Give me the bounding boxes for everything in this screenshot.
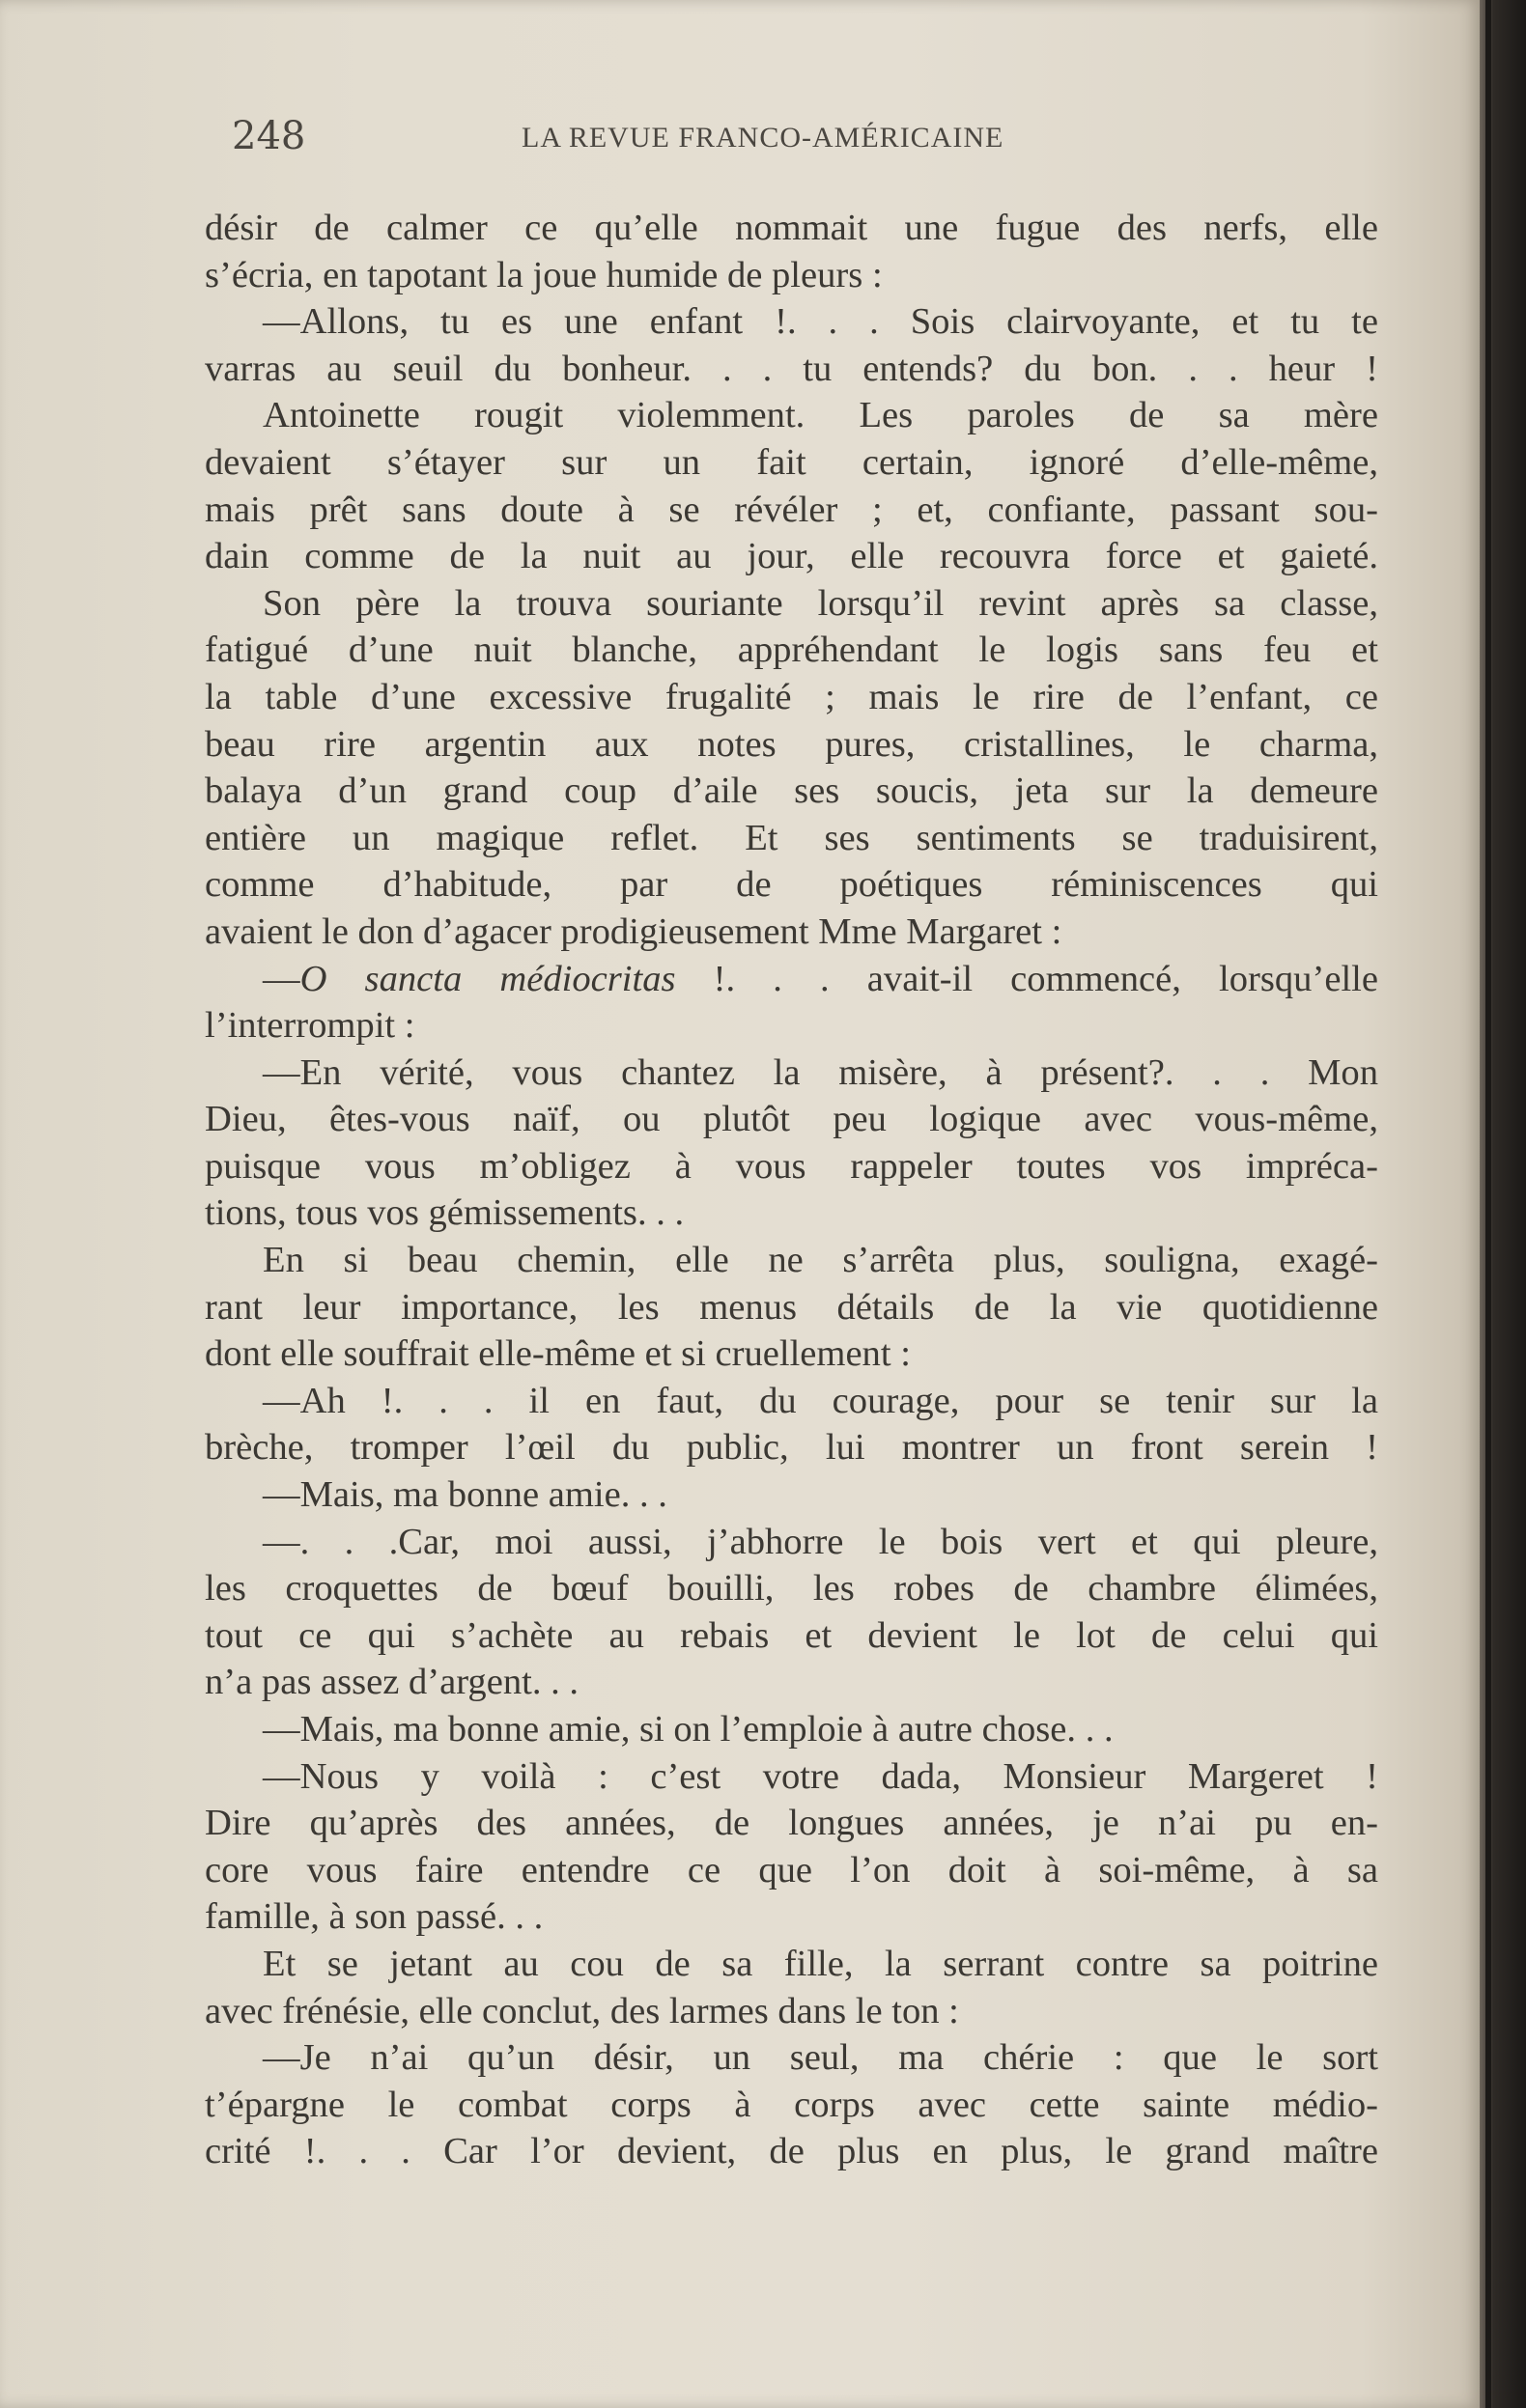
- text-line: —En vérité, vous chantez la misère, à présent?. . . Mon: [263, 1051, 1378, 1093]
- text-line: beau rire argentin aux notes pures, cristallines, le charma,: [205, 723, 1378, 765]
- text-line: puisque vous m’obligez à vous rappeler toutes vos impréca-: [205, 1145, 1378, 1187]
- text-line: dain comme de la nuit au jour, elle recouvra force et gaieté.: [205, 536, 1378, 577]
- text-line: s’écria, en tapotant la joue humide de pleurs :: [205, 254, 883, 295]
- body-text: [205, 205, 1378, 2175]
- text-line: varras au seuil du bonheur. . . tu entends? du bon. . . heur !: [205, 348, 1378, 389]
- text-line: —Allons, tu es une enfant !. . . Sois clairvoyante, et tu te: [263, 301, 1378, 343]
- text-line: entière un magique reflet. Et ses sentiments se traduisirent,: [205, 817, 1378, 858]
- latin-phrase: O sancta médiocritas: [299, 958, 676, 999]
- text-line: fatigué d’une nuit blanche, appréhendant le logis sans feu et: [205, 630, 1378, 671]
- text-line: Dire qu’après des années, de longues années, je n’ai pu en-: [205, 1803, 1378, 1844]
- text-line: brèche, tromper l’œil du public, lui montrer un front serein !: [205, 1427, 1378, 1469]
- text-line: tions, tous vos gémissements. . .: [205, 1192, 685, 1234]
- text-line: crité !. . . Car l’or devient, de plus en plus, le grand maître: [205, 2131, 1378, 2172]
- page-header: [232, 114, 1101, 172]
- page-number: 248: [232, 114, 306, 158]
- text-line: balaya d’un grand coup d’aile ses soucis, jeta sur la demeure: [205, 770, 1378, 812]
- text-line: dont elle souffrait elle-même et si cruellement :: [205, 1333, 911, 1375]
- text-line: comme d’habitude, par de poétiques réminiscences qui: [205, 864, 1378, 906]
- text-line: —O sancta médiocritas !. . . avait-il commencé, lorsqu’elle: [263, 958, 1378, 999]
- text-line: tout ce qui s’achète au rebais et devient le lot de celui qui: [205, 1614, 1378, 1656]
- text-line: avec frénésie, elle conclut, des larmes dans le ton :: [205, 1990, 959, 2031]
- text-line: mais prêt sans doute à se révéler ; et, confiante, passant sou-: [205, 489, 1378, 530]
- text-line: la table d’une excessive frugalité ; mais le rire de l’enfant, ce: [205, 676, 1378, 717]
- text-line: famille, à son passé. . .: [205, 1896, 544, 1938]
- text-line: t’épargne le combat corps à corps avec cette sainte médio-: [205, 2084, 1378, 2125]
- text-line: désir de calmer ce qu’elle nommait une fugue des nerfs, elle: [205, 208, 1378, 248]
- text-line: rant leur importance, les menus détails de la vie quotidienne: [205, 1286, 1378, 1328]
- text-line: core vous faire entendre ce que l’on doit à soi-même, à sa: [205, 1849, 1378, 1890]
- text-line: Dieu, êtes-vous naïf, ou plutôt peu logique avec vous-même,: [205, 1099, 1378, 1140]
- text-line: n’a pas assez d’argent. . .: [205, 1662, 579, 1703]
- text-line: —Nous y voilà : c’est votre dada, Monsieur Margeret !: [263, 1755, 1378, 1797]
- text-line: Son père la trouva souriante lorsqu’il revint après sa classe,: [263, 582, 1378, 624]
- text-line: Et se jetant au cou de sa fille, la serrant contre sa poitrine: [263, 1943, 1378, 1984]
- running-title: LA REVUE FRANCO-AMÉRICAINE: [522, 122, 1004, 154]
- text-line: les croquettes de bœuf bouilli, les robes de chambre élimées,: [205, 1568, 1378, 1610]
- text-line: l’interrompit :: [205, 1005, 415, 1047]
- text-line: —. . .Car, moi aussi, j’abhorre le bois vert et qui pleure,: [263, 1521, 1378, 1562]
- page-gutter-shadow: [1485, 0, 1491, 2408]
- text-line: En si beau chemin, elle ne s’arrêta plus, souligna, exagé-: [263, 1240, 1378, 1281]
- text-line: avaient le don d’agacer prodigieusement Mme Margaret :: [205, 910, 1062, 952]
- text-line: —Ah !. . . il en faut, du courage, pour se tenir sur la: [263, 1380, 1378, 1421]
- text-line: devaient s’étayer sur un fait certain, ignoré d’elle-même,: [205, 441, 1378, 483]
- text-line: Antoinette rougit violemment. Les paroles de sa mère: [263, 395, 1378, 436]
- text-line: —Mais, ma bonne amie. . .: [263, 1474, 667, 1516]
- text-line: —Je n’ai qu’un désir, un seul, ma chérie : que le sort: [263, 2037, 1378, 2079]
- text-line: —Mais, ma bonne amie, si on l’emploie à autre chose. . .: [263, 1709, 1114, 1750]
